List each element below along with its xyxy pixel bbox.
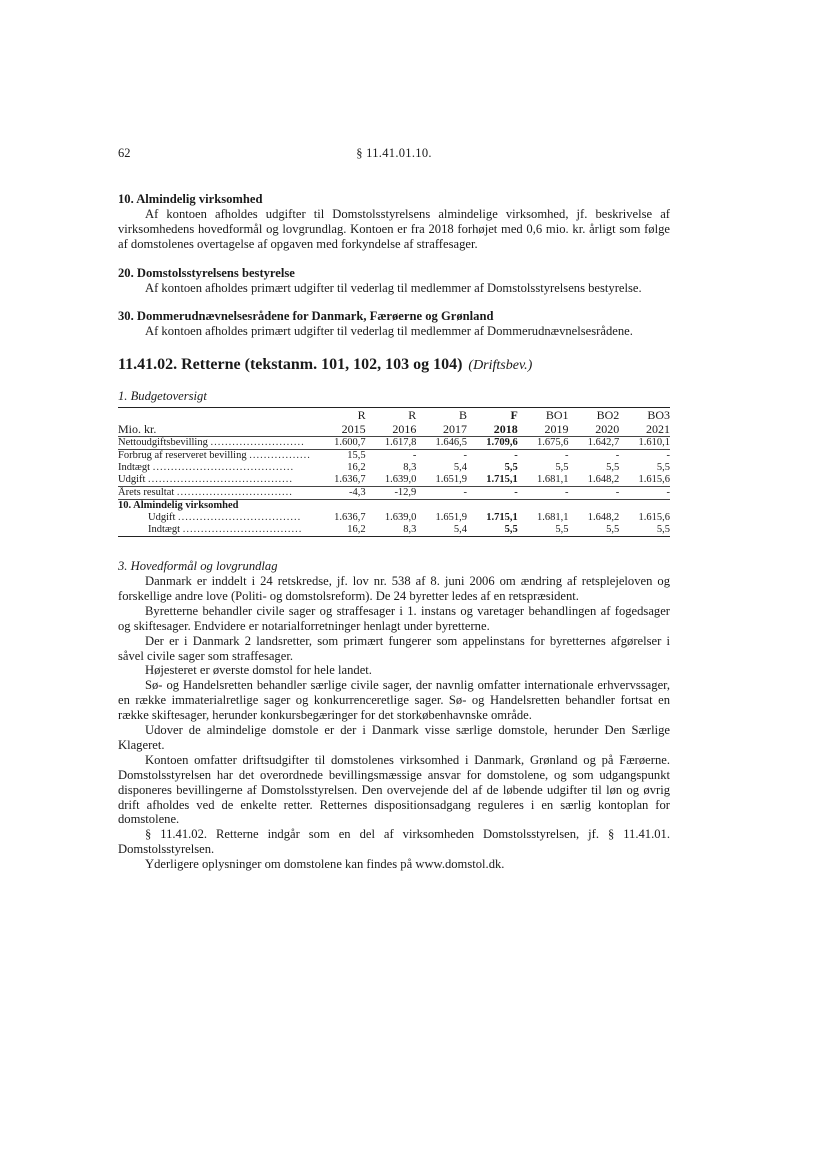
row-label: Indtægt xyxy=(148,524,181,536)
section-text: Af kontoen afholdes udgifter til Domstolsstyrelsens almindelige virksomhed, jf. beskrivelse af virksomhedens hovedformål og lovgrundlag. Kontoen er fra 2018 forhøjet med 0,6 mio. kr. årligt som følge af domstolenes overtagelse af opgaven med forkyndelse af straffesager. xyxy=(118,206,670,251)
paragraph: Højesteret er øverste domstol for hele landet. xyxy=(145,663,372,678)
cell: 5,5 xyxy=(569,524,620,537)
cell: 5,4 xyxy=(416,524,467,537)
unit-label: Mio. kr. xyxy=(118,422,157,437)
cell: 5,5 xyxy=(518,524,569,537)
cell: - xyxy=(416,487,467,500)
cell: 1.715,1 xyxy=(486,474,518,486)
cell: 1.617,8 xyxy=(366,437,417,450)
section-title: 30. Dommerudnævnelsesrådene for Danmark, Færøerne og Grønland xyxy=(118,309,494,324)
cell: 1.615,6 xyxy=(638,474,670,486)
cell: 1.681,1 xyxy=(537,474,569,486)
cell: 16,2 xyxy=(315,524,366,537)
cell: 1.681,1 xyxy=(537,512,569,524)
cell: 5,5 xyxy=(555,462,569,474)
cell: 1.639,0 xyxy=(384,474,417,486)
col-year: 2018 xyxy=(493,422,518,437)
col-code: R xyxy=(315,408,366,423)
page-number: 62 xyxy=(118,146,131,160)
budget-heading: 1. Budgetoversigt xyxy=(118,389,207,404)
col-year: 2020 xyxy=(595,422,620,437)
cell: 1.648,2 xyxy=(587,512,620,524)
main-heading-type: (Driftsbev.) xyxy=(468,358,533,374)
row-label: 10. Almindelig virksomhed xyxy=(118,500,670,513)
budget-table xyxy=(118,407,670,537)
cell: 5,5 xyxy=(504,462,518,474)
paragraph: Udover de almindelige domstole er der i Danmark visse særlige domstole, herunder Den Særlige Klageret. xyxy=(118,723,670,752)
paragraph: Der er i Danmark 2 landsretter, som primært fungerer som appelinstans for byretternes afgørelser i såvel civile sager som straffesager. xyxy=(118,633,670,663)
cell: - xyxy=(518,487,569,500)
cell: 1.651,9 xyxy=(435,474,468,486)
cell: - xyxy=(467,487,518,500)
cell: - xyxy=(518,450,569,463)
row-label: Forbrug af reserveret bevilling xyxy=(118,450,247,462)
table-row-subtitle xyxy=(118,500,670,513)
cell: - xyxy=(416,450,467,463)
cell: 16,2 xyxy=(347,462,366,474)
paragraph: § 11.41.02. Retterne indgår som en del af virksomheden Domstolsstyrelsen, jf. § 11.41.01. Domstolsstyrelsen. xyxy=(118,827,670,857)
table-row-resultat: Årets resultat ................................ -4,3 -12,9 - - - - - xyxy=(118,487,670,499)
table-row-sub-udgift: Udgift .................................. 1.636,7 1.639,0 1.651,9 1.715,1 1.681,1 1.648,2 1.615,6 xyxy=(148,512,670,524)
paragraph: Byretterne behandler civile sager og straffesager i 1. instans og varetager behandlingen af fogedsager og skiftesager. Endvidere er notarialforretninger henlagt under byretterne. xyxy=(118,603,670,633)
col-code: F xyxy=(467,408,518,423)
section-3-heading: 3. Hovedformål og lovgrundlag xyxy=(118,559,278,574)
cell: 1.642,7 xyxy=(569,437,620,450)
cell: - xyxy=(366,450,417,463)
col-year: 2021 xyxy=(646,422,670,437)
cell: 1.639,0 xyxy=(384,512,417,524)
cell: 1.646,5 xyxy=(416,437,467,450)
cell: 1.709,6 xyxy=(467,437,518,450)
row-label: Årets resultat xyxy=(118,487,175,499)
paragraph: Danmark er inddelt i 24 retskredse, jf. lov nr. 538 af 8. juni 2006 om ændring af retsplejeloven og forskellige andre love (Politi- og domstolsreform). De 24 byretter ledes af en retspræsident. xyxy=(118,573,670,603)
cell: 15,5 xyxy=(315,450,366,463)
row-label: Nettoudgiftsbevilling xyxy=(118,437,208,449)
cell: - xyxy=(467,450,518,463)
col-code: BO1 xyxy=(518,408,569,423)
col-year: 2016 xyxy=(392,422,417,437)
table-header-years xyxy=(118,422,670,437)
cell: 1.651,9 xyxy=(435,512,468,524)
page-header xyxy=(118,146,670,162)
section-reference: § 11.41.01.10. xyxy=(356,146,432,160)
cell: 8,3 xyxy=(403,462,417,474)
paragraph: Kontoen omfatter driftsudgifter til domstolenes virksomhed i Danmark, Grønland og på Færøerne. Domstolsstyrelsen har det overordnede bevillingsmæssige ansvar for domstolene, og som udgangspunkt disponeres bevillingerne af Domstolsstyrelsen. Den overvejende del af de løbende udgifter til løn og øvrig drift afholdes ved de enkelte retter. Retternes dispositionsadgang reguleres i en særlig kontoplan for domstolene. xyxy=(118,752,670,827)
cell: 8,3 xyxy=(366,524,417,537)
section-text: Af kontoen afholdes primært udgifter til vederlag til medlemmer af Domstolsstyrelsens bestyrelse. xyxy=(145,280,642,295)
section-title: 20. Domstolsstyrelsens bestyrelse xyxy=(118,265,295,280)
cell: - xyxy=(619,487,670,500)
cell: 1.715,1 xyxy=(486,512,518,524)
cell: - xyxy=(569,450,620,463)
paragraph: Sø- og Handelsretten behandler særlige civile sager, der navnlig omfatter internationale erhvervssager, en række immaterialretlige sager og konkurrenceretlige sager. Sø- og Handelsretten behandler fortsat en række skiftesager, herunder konkursbegæringer for det storkøbenhavnske område. xyxy=(118,678,670,723)
cell: 5,5 xyxy=(467,524,518,537)
section-3 xyxy=(118,559,670,872)
cell: 5,5 xyxy=(656,462,670,474)
cell: -4,3 xyxy=(315,487,366,500)
section-title: 10. Almindelig virksomhed xyxy=(118,192,263,206)
cell: 1.648,2 xyxy=(587,474,620,486)
table-row-sub-indtaegt: Indtægt ................................. 16,2 8,3 5,4 5,5 5,5 5,5 5,5 xyxy=(118,524,670,537)
cell: 1.610,1 xyxy=(619,437,670,450)
cell: 5,5 xyxy=(619,524,670,537)
row-label: Udgift xyxy=(118,474,146,486)
cell: 1.636,7 xyxy=(334,512,366,524)
row-label: Udgift xyxy=(148,512,176,524)
main-heading xyxy=(118,358,670,374)
col-code: B xyxy=(416,408,467,423)
table-row-forbrug: Forbrug af reserveret bevilling ................. 15,5 - - - - - - xyxy=(118,450,670,462)
col-year: 2019 xyxy=(544,422,569,437)
section-30 xyxy=(118,309,670,339)
col-code: R xyxy=(366,408,417,423)
col-year: 2017 xyxy=(443,422,468,437)
cell: 1.636,7 xyxy=(334,474,366,486)
cell: 1.615,6 xyxy=(638,512,670,524)
cell: - xyxy=(569,487,620,500)
col-code: BO3 xyxy=(619,408,670,423)
col-code: BO2 xyxy=(569,408,620,423)
section-20 xyxy=(118,266,670,296)
cell: 1.675,6 xyxy=(518,437,569,450)
table-row-udgift: Udgift ........................................ 1.636,7 1.639,0 1.651,9 1.715,1 1.681,1 1.648,2 1.615,6 xyxy=(118,474,670,486)
section-10 xyxy=(118,192,670,252)
cell: - xyxy=(619,450,670,463)
document-body xyxy=(118,192,670,872)
table-row-netto: Nettoudgiftsbevilling .......................... 1.600,7 1.617,8 1.646,5 1.709,6 1.675,6 1.642,7 1.610,1 xyxy=(118,437,670,449)
col-year: 2015 xyxy=(341,422,366,437)
section-text: Af kontoen afholdes primært udgifter til vederlag til medlemmer af Dommerudnævnelsesrådene. xyxy=(145,324,633,339)
cell: 1.600,7 xyxy=(315,437,366,450)
paragraph: Yderligere oplysninger om domstolene kan findes på www.domstol.dk. xyxy=(145,857,505,872)
cell: 5,5 xyxy=(606,462,620,474)
cell: 5,4 xyxy=(453,462,468,474)
table-row-indtaegt: Indtægt ....................................... 16,2 8,3 5,4 5,5 5,5 5,5 5,5 xyxy=(118,462,670,474)
main-heading-text: 11.41.02. Retterne (tekstanm. 101, 102, 103 og 104) xyxy=(118,356,463,374)
row-label: Indtægt xyxy=(118,462,151,474)
cell: -12,9 xyxy=(366,487,417,500)
table-header-codes xyxy=(118,408,670,423)
